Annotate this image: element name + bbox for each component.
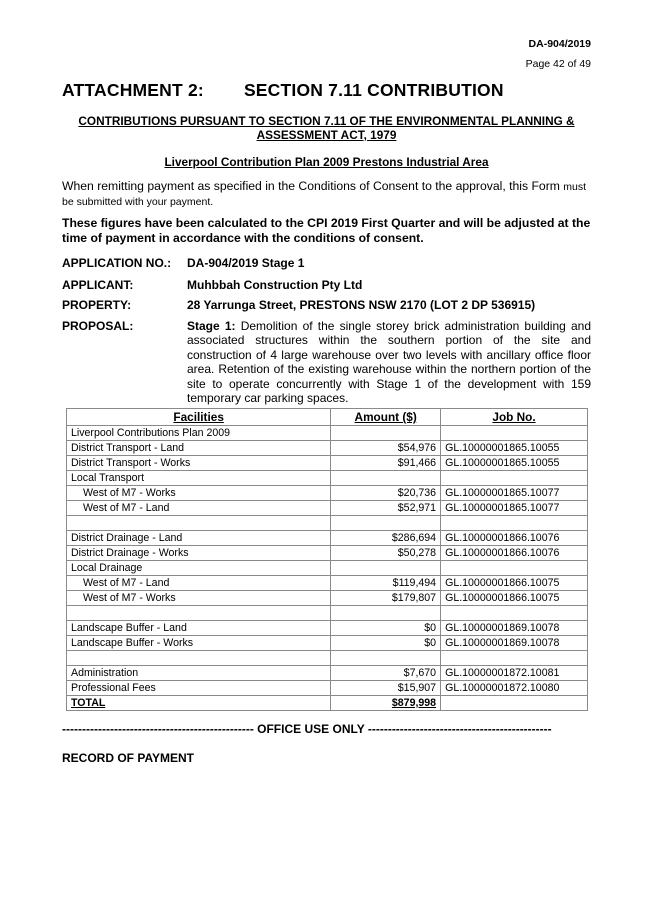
header-job-no: Job No. [441, 409, 588, 426]
amount-cell: $7,670 [331, 666, 441, 681]
plan-title: Liverpool Contribution Plan 2009 Prestons Industrial Area [164, 155, 489, 169]
facility-cell: Professional Fees [67, 681, 331, 696]
table-row [67, 606, 588, 621]
table-row [67, 561, 588, 576]
amount-cell [331, 651, 441, 666]
contributions-subtitle: CONTRIBUTIONS PURSUANT TO SECTION 7.11 OF THE ENVIRONMENTAL PLANNING & ASSESSMENT ACT, 1979 [78, 114, 575, 142]
table-row [67, 456, 588, 471]
total-row [67, 696, 588, 711]
amount-cell: $91,466 [331, 456, 441, 471]
header-amount: Amount ($) [331, 409, 441, 426]
property-value: 28 Yarrunga Street, PRESTONS NSW 2170 (LOT 2 DP 536915) [187, 298, 536, 312]
application-label: APPLICATION NO.: [62, 256, 172, 270]
job-cell: GL.10000001865.10055 [441, 456, 588, 471]
job-cell [441, 606, 588, 621]
job-cell: GL.10000001866.10075 [441, 591, 588, 606]
facility-cell: West of M7 - Works [67, 591, 331, 606]
contributions-table [66, 408, 588, 711]
amount-cell: $0 [331, 636, 441, 651]
amount-cell [331, 516, 441, 531]
table-header-row [67, 409, 588, 426]
amount-cell: $119,494 [331, 576, 441, 591]
amount-cell: $179,807 [331, 591, 441, 606]
cpi-notice: These figures have been calculated to the CPI 2019 First Quarter and will be adjusted at the time of payment in accordance with the conditions of consent. [62, 216, 591, 245]
amount-cell: $20,736 [331, 486, 441, 501]
amount-cell: $15,907 [331, 681, 441, 696]
facility-cell: Landscape Buffer - Land [67, 621, 331, 636]
facility-cell: District Drainage - Works [67, 546, 331, 561]
total-job-cell [441, 696, 588, 711]
proposal-description [187, 319, 591, 405]
application-value: DA-904/2019 Stage 1 [187, 256, 305, 270]
job-cell [441, 426, 588, 441]
table-row [67, 666, 588, 681]
amount-cell: $50,278 [331, 546, 441, 561]
proposal-label: PROPOSAL: [62, 319, 134, 333]
page-number: Page 42 of 49 [525, 58, 591, 70]
table-row [67, 501, 588, 516]
amount-cell: $54,976 [331, 441, 441, 456]
amount-cell: $286,694 [331, 531, 441, 546]
table-row [67, 636, 588, 651]
attachment-label: ATTACHMENT 2: [62, 80, 204, 100]
header-facilities: Facilities [67, 409, 331, 426]
table-row [67, 486, 588, 501]
table-row [67, 546, 588, 561]
job-cell: GL.10000001869.10078 [441, 621, 588, 636]
facility-cell: West of M7 - Land [67, 576, 331, 591]
table-row [67, 621, 588, 636]
facility-cell [67, 516, 331, 531]
job-cell: GL.10000001872.10080 [441, 681, 588, 696]
job-cell [441, 471, 588, 486]
property-row [62, 298, 535, 312]
facility-cell: Liverpool Contributions Plan 2009 [67, 426, 331, 441]
record-of-payment-heading: RECORD OF PAYMENT [62, 751, 195, 765]
facility-cell: Landscape Buffer - Works [67, 636, 331, 651]
table-row [67, 576, 588, 591]
table-row [67, 441, 588, 456]
remit-small-text-2: be submitted with your payment. [62, 196, 214, 208]
amount-cell [331, 426, 441, 441]
facility-cell: District Transport - Land [67, 441, 331, 456]
remit-main-text: When remitting payment as specified in the Conditions of Consent to the approval, this Form [62, 179, 564, 193]
facility-cell: District Transport - Works [67, 456, 331, 471]
facility-cell: Local Drainage [67, 561, 331, 576]
facility-cell: Administration [67, 666, 331, 681]
property-label: PROPERTY: [62, 298, 132, 312]
applicant-label: APPLICANT: [62, 278, 134, 292]
amount-cell: $52,971 [331, 501, 441, 516]
facility-cell [67, 651, 331, 666]
job-cell: GL.10000001872.10081 [441, 666, 588, 681]
job-cell: GL.10000001869.10078 [441, 636, 588, 651]
remit-instructions [62, 179, 591, 209]
section-title: SECTION 7.11 CONTRIBUTION [243, 80, 504, 100]
office-use-divider: ------------------------------------------------ OFFICE USE ONLY ---------------------------------------------- [62, 722, 552, 736]
job-cell: GL.10000001865.10077 [441, 486, 588, 501]
job-cell: GL.10000001865.10055 [441, 441, 588, 456]
proposal-stage: Stage 1: [187, 319, 236, 333]
job-cell [441, 561, 588, 576]
table-row [67, 426, 588, 441]
table-row [67, 471, 588, 486]
proposal-text: Demolition of the single storey brick administration building and associated structures within the southern portion of the site and construction of 4 large warehouse over two levels with ancillary office floor area. Retention of the existing warehouse within the northern portion of the site to operate concurrently with Stage 1 of the development with 159 temporary car parking spaces. [187, 319, 591, 406]
job-cell: GL.10000001866.10076 [441, 546, 588, 561]
amount-cell [331, 606, 441, 621]
amount-cell [331, 471, 441, 486]
total-amount: $879,998 [331, 696, 441, 711]
job-cell: GL.10000001865.10077 [441, 501, 588, 516]
facility-cell [67, 606, 331, 621]
job-cell [441, 516, 588, 531]
total-label: TOTAL [67, 696, 331, 711]
table-row [67, 591, 588, 606]
job-cell: GL.10000001866.10076 [441, 531, 588, 546]
table-row [67, 681, 588, 696]
amount-cell: $0 [331, 621, 441, 636]
applicant-value: Muhbbah Construction Pty Ltd [187, 278, 363, 292]
job-cell [441, 651, 588, 666]
table-row [67, 516, 588, 531]
facility-cell: District Drainage - Land [67, 531, 331, 546]
facility-cell: West of M7 - Land [67, 501, 331, 516]
amount-cell [331, 561, 441, 576]
facility-cell: Local Transport [67, 471, 331, 486]
job-cell: GL.10000001866.10075 [441, 576, 588, 591]
table-row [67, 651, 588, 666]
page-title [62, 80, 504, 101]
application-row [62, 256, 304, 270]
facility-cell: West of M7 - Works [67, 486, 331, 501]
table-row [67, 531, 588, 546]
applicant-row [62, 278, 362, 292]
remit-small-text-1: must [563, 181, 587, 193]
document-reference: DA-904/2019 [528, 38, 591, 50]
